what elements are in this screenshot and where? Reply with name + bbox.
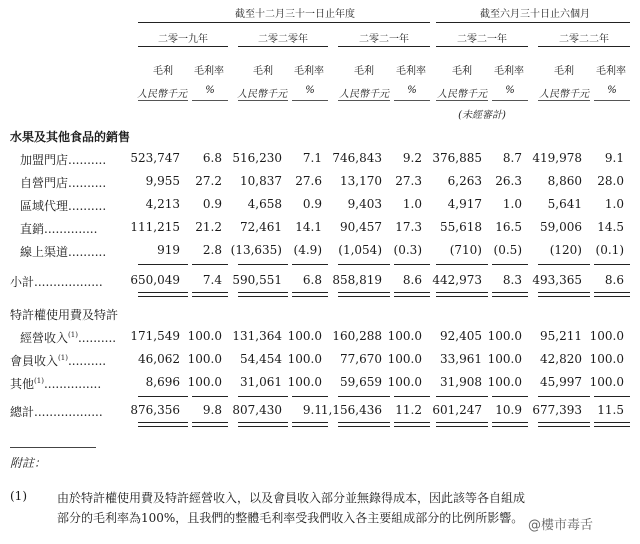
table-row-value: (0.5) [493,243,522,257]
total-top-rule [192,396,228,397]
franchise-label-line1: 特許權使用費及特許 [10,308,119,322]
franchise-row-value: 100.0 [187,329,222,343]
table-row-value: 5,641 [547,197,582,211]
total-row-value: 11.2 [395,403,422,417]
period-2019-rule [138,46,228,47]
table-row-value: 16.5 [495,220,522,234]
section-title: 水果及其他食品的銷售 [10,130,131,144]
membership-row-value: 42,820 [540,352,582,366]
table-row-value: 13,170 [340,174,382,188]
unit-pct-2019: % [205,85,215,96]
table-row-value: 10,837 [240,174,282,188]
total-row-value: 677,393 [532,403,582,417]
table-row-value: 59,006 [540,220,582,234]
unit-rule-2021-h1b [492,100,528,101]
franchise-row-value: 92,405 [440,329,482,343]
subtotal-top-rule [292,264,328,265]
subtotal-double-rule [192,292,228,297]
subtotal-double-rule [394,292,430,297]
period-2021-h1-rule [436,46,528,47]
unit-rule-2022-h1a [538,100,590,101]
total-double-rule [394,422,430,427]
row-label-text: 直銷 [20,222,45,236]
membership-row-value: 100.0 [287,352,322,366]
row-label-text: 線上渠道 [20,245,69,259]
subtotal-label [10,273,103,290]
subtotal-row-value: 8.6 [604,273,624,287]
table-row-value: 28.0 [597,174,624,188]
membership-row-value: 100.0 [187,352,222,366]
table-row-value: 8,860 [547,174,582,188]
table-row-value: 9,403 [347,197,382,211]
period-2021-rule [338,46,430,47]
table-row-value: 2.8 [202,243,222,257]
franchise-row-value: 160,288 [332,329,382,343]
row-label-leader: .......... [68,153,107,167]
table-row-value: 1.0 [502,197,522,211]
subtotal-double-rule [138,292,188,297]
table-row-value: 14.5 [597,220,624,234]
table-row-value: 9,955 [145,174,180,188]
subtotal-double-rule [538,292,590,297]
subtotal-label-text: 小計 [10,275,35,289]
table-row-value: (0.3) [393,243,422,257]
row-label [20,220,97,237]
table-row-value: 9.1 [604,151,624,165]
total-double-rule [492,422,528,427]
total-row-value: 10.9 [495,403,522,417]
row-label-leader: .......... [68,199,107,213]
table-row-value: 26.3 [495,174,522,188]
unit-rmb-2019: 人民幣千元 [137,89,187,100]
watermark: @樓市毒舌 [528,518,594,533]
row-label [20,174,106,191]
total-top-rule [594,396,630,397]
unit-rmb-2022-h1: 人民幣千元 [539,89,589,100]
table-row-value: (710) [449,243,482,257]
col-gross-profit-2022-h1: 毛利 [554,66,574,77]
subtotal-double-rule [238,292,288,297]
franchise-row-value: 131,364 [232,329,282,343]
total-double-rule [192,422,228,427]
table-row-value: 55,618 [440,220,482,234]
subtotal-top-rule [338,264,390,265]
franchise-label-footnote-ref: (1) [68,331,78,339]
others-row-value: 31,061 [240,375,282,389]
others-label-text: 其他 [10,377,35,391]
table-row-value: 523,747 [130,151,180,165]
subtotal-row-value: 8.3 [502,273,522,287]
table-row-value: 90,457 [340,220,382,234]
period-2021-h1: 二零二一年 [457,34,507,45]
period-2020: 二零二零年 [258,34,308,45]
others-label-footnote-ref: (1) [34,377,44,385]
franchise-label-leader: .......... [77,331,117,345]
others-row-value: 100.0 [287,375,322,389]
row-label-text: 加盟門店 [20,153,69,167]
row-label-leader: .............. [44,222,98,236]
unit-rule-2021-h1a [436,100,488,101]
membership-row-value: 54,454 [240,352,282,366]
table-row-value: 6.8 [202,151,222,165]
membership-row-value: 33,961 [440,352,482,366]
table-row-value: 9.2 [402,151,422,165]
unit-rule-2019b [192,100,228,101]
table-row-value: 376,885 [432,151,482,165]
others-label [10,375,101,392]
total-top-rule [338,396,390,397]
table-row-value: 17.3 [395,220,422,234]
others-row-value: 100.0 [387,375,422,389]
others-row-value: 100.0 [589,375,624,389]
subtotal-top-rule [138,264,188,265]
table-row-value: (4.9) [293,243,322,257]
table-row-value: (13,635) [230,243,282,257]
subtotal-top-rule [436,264,488,265]
row-label-text: 區域代理 [20,199,69,213]
table-row-value: 4,658 [247,197,282,211]
total-top-rule [538,396,590,397]
others-row-value: 8,696 [145,375,180,389]
total-top-rule [138,396,188,397]
table-row-value: 746,843 [332,151,382,165]
period-2020-rule [238,46,328,47]
unit-rmb-2021-h1: 人民幣千元 [437,89,487,100]
row-label [20,243,106,260]
table-row-value: (1,054) [338,243,382,257]
col-gross-profit-2020: 毛利 [253,66,273,77]
table-row-value: 7.1 [302,151,322,165]
total-row-value: 11.5 [597,403,624,417]
subtotal-row-value: 493,365 [532,273,582,287]
membership-label-footnote-ref: (1) [58,354,68,362]
col-margin-2021: 毛利率 [396,66,426,77]
col-margin-2019: 毛利率 [194,66,224,77]
period-2022-h1: 二零二二年 [559,34,609,45]
unit-rule-2021a [338,100,390,101]
table-row-value: 1.0 [604,197,624,211]
total-row-value: 807,430 [232,403,282,417]
unit-rmb-2020: 人民幣千元 [237,89,287,100]
table-row-value: 14.1 [295,220,322,234]
table-row-value: 4,917 [447,197,482,211]
subtotal-double-rule [338,292,390,297]
row-label-leader: .......... [68,176,107,190]
total-top-rule [292,396,328,397]
franchise-row-value: 100.0 [487,329,522,343]
col-margin-2021-h1: 毛利率 [494,66,524,77]
total-top-rule [492,396,528,397]
subtotal-row-value: 590,551 [232,273,282,287]
row-label [20,197,106,214]
header-half-group: 截至六月三十日止六個月 [480,9,590,20]
others-row-value: 31,908 [440,375,482,389]
total-label [10,403,103,420]
unit-pct-2021-h1: % [505,85,515,96]
col-gross-profit-2019: 毛利 [153,66,173,77]
membership-row-value: 100.0 [589,352,624,366]
table-row-value: 27.3 [395,174,422,188]
total-double-rule [538,422,590,427]
unit-rule-2020a [238,100,288,101]
table-row-value: 21.2 [195,220,222,234]
period-2022-h1-rule [538,46,630,47]
subtotal-double-rule [492,292,528,297]
total-top-rule [394,396,430,397]
col-margin-2020: 毛利率 [294,66,324,77]
subtotal-row-value: 858,819 [332,273,382,287]
unit-rule-2019a [138,100,188,101]
subtotal-top-rule [594,264,630,265]
total-top-rule [436,396,488,397]
franchise-row-value: 95,211 [540,329,582,343]
table-row-value: 0.9 [202,197,222,211]
membership-label [10,352,106,369]
membership-row-value: 46,062 [138,352,180,366]
col-margin-2022-h1: 毛利率 [596,66,626,77]
subtotal-double-rule [292,292,328,297]
total-row-value: 601,247 [432,403,482,417]
table-row-value: 72,461 [240,220,282,234]
membership-row-value: 77,670 [340,352,382,366]
subtotal-double-rule [594,292,630,297]
subtotal-row-value: 6.8 [302,273,322,287]
subtotal-top-rule [192,264,228,265]
unit-pct-2021: % [407,85,417,96]
table-row-value: (0.1) [595,243,624,257]
subtotal-row-value: 442,973 [432,273,482,287]
total-row-value: 876,356 [130,403,180,417]
subtotal-label-leader: .................. [34,275,103,289]
col-gross-profit-2021: 毛利 [354,66,374,77]
subtotal-top-rule [238,264,288,265]
header-half-rule [436,22,630,23]
total-double-rule [138,422,188,427]
row-label-leader: .......... [68,245,107,259]
subtotal-row-value: 7.4 [202,273,222,287]
franchise-label-text: 經營收入 [20,331,69,345]
membership-row-value: 100.0 [487,352,522,366]
period-2021: 二零二一年 [359,34,409,45]
total-double-rule [338,422,390,427]
subtotal-top-rule [394,264,430,265]
total-row-value: 9.1 [302,403,322,417]
unit-pct-2020: % [305,85,315,96]
unit-rule-2022-h1b [594,100,630,101]
row-label [20,151,106,168]
total-label-text: 總計 [10,405,35,419]
unit-pct-2022-h1: % [607,85,617,96]
others-row-value: 45,997 [540,375,582,389]
table-row-value: 27.2 [195,174,222,188]
table-row-value: (120) [549,243,582,257]
unit-rmb-2021: 人民幣千元 [339,89,389,100]
total-row-value: 9.8 [202,403,222,417]
table-row-value: 919 [157,243,180,257]
note-line-2: 部分的毛利率為100%，且我們的整體毛利率受我們收入各主要組成部分的比例所影響。 [57,511,524,525]
col-gross-profit-2021-h1: 毛利 [452,66,472,77]
table-row-value: 8.7 [502,151,522,165]
table-row-value: 419,978 [532,151,582,165]
notes-separator [10,447,96,448]
note-line-1: 由於特許權使用費及特許經營收入，以及會員收入部分並無錄得成本，因此該等各自組成 [57,491,526,505]
notes-heading: 附註： [10,456,47,470]
header-year-group: 截至十二月三十一日止年度 [235,9,355,20]
membership-row-value: 100.0 [387,352,422,366]
table-row-value: 111,215 [130,220,180,234]
total-label-leader: .................. [34,405,103,419]
table-row-value: 27.6 [295,174,322,188]
table-row-value: 0.9 [302,197,322,211]
table-row-value: 4,213 [145,197,180,211]
franchise-row-value: 100.0 [387,329,422,343]
table-row-value: 516,230 [232,151,282,165]
period-2019: 二零一九年 [158,34,208,45]
total-double-rule [238,422,288,427]
others-row-value: 100.0 [187,375,222,389]
membership-label-leader: .......... [67,354,107,368]
row-label-text: 自營門店 [20,176,69,190]
subtotal-top-rule [492,264,528,265]
total-double-rule [594,422,630,427]
franchise-row-value: 171,549 [130,329,180,343]
franchise-row-value: 100.0 [589,329,624,343]
table-row-value: 1.0 [402,197,422,211]
total-row-value: 1,156,436 [320,403,382,417]
subtotal-double-rule [436,292,488,297]
total-top-rule [238,396,288,397]
table-row-value: 6,263 [447,174,482,188]
unaudited-note: (未經審計) [458,110,506,121]
others-row-value: 100.0 [487,375,522,389]
others-row-value: 59,659 [340,375,382,389]
header-year-rule [138,22,430,23]
total-double-rule [436,422,488,427]
subtotal-row-value: 8.6 [402,273,422,287]
subtotal-row-value: 650,049 [130,273,180,287]
subtotal-top-rule [538,264,590,265]
total-double-rule [292,422,328,427]
note-marker: (1) [10,489,27,503]
franchise-row-value: 100.0 [287,329,322,343]
others-label-leader: ............... [43,377,102,391]
membership-label-text: 會員收入 [10,354,59,368]
unit-rule-2021b [394,100,430,101]
unit-rule-2020b [292,100,328,101]
